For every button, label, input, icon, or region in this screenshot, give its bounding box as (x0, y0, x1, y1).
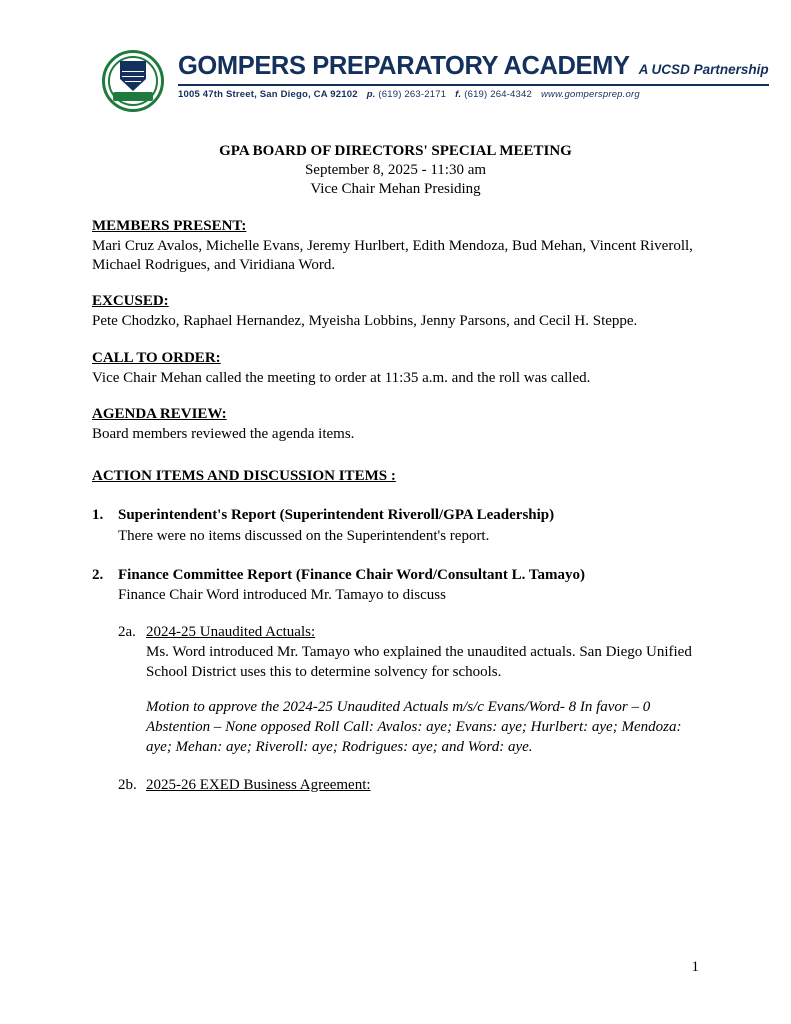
subitem-title: 2025-26 EXED Business Agreement: (146, 776, 371, 793)
letterhead (102, 46, 769, 112)
fax-label: f. (455, 88, 462, 100)
section-text: Vice Chair Mehan called the meeting to order at 11:35 a.m. and the roll was called. (92, 369, 591, 386)
meeting-title: GPA BOARD OF DIRECTORS' SPECIAL MEETING (219, 143, 572, 159)
subitem-text: Ms. Word introduced Mr. Tamayo who explained the unaudited actuals. San Diego Unified School District uses this to determine solvency for schools. (146, 644, 692, 680)
section-text: Pete Chodzko, Raphael Hernandez, Myeisha Lobbins, Jenny Parsons, and Cecil H. Steppe. (92, 313, 638, 330)
item-title: Finance Committee Report (Finance Chair Word/Consultant L. Tamayo) (118, 566, 585, 583)
section-call-to-order (92, 349, 699, 388)
contact-line (178, 89, 769, 100)
item-number: 1. (92, 507, 104, 524)
agenda-item-1 (92, 506, 699, 545)
section-text: Board members reviewed the agenda items. (92, 426, 355, 443)
section-heading: AGENDA REVIEW: (92, 405, 227, 422)
meeting-presiding: Vice Chair Mehan Presiding (310, 181, 481, 198)
partnership-tagline: A UCSD Partnership (638, 62, 769, 77)
organization-name: GOMPERS PREPARATORY ACADEMY (178, 52, 630, 80)
motion-text: Motion to approve the 2024-25 Unaudited Actuals m/s/c Evans/Word- 8 In favor – 0 Abstention – None opposed Roll Call: Avalos: aye; Evans: aye; Hurlbert: aye; Mendoza: aye; Mehan: aye; Riveroll: aye; Rodrigues: aye; and Word: aye. (146, 698, 682, 756)
subitem-title: 2024-25 Unaudited Actuals: (146, 624, 316, 641)
subitem-number: 2b. (118, 776, 137, 793)
item-text: Finance Chair Word introduced Mr. Tamayo to discuss (118, 587, 446, 603)
action-items-heading: ACTION ITEMS AND DISCUSSION ITEMS : (92, 468, 396, 485)
website-url[interactable]: www.gompersprep.org (540, 88, 640, 100)
item-text: There were no items discussed on the Superintendent's report. (118, 527, 490, 544)
meeting-heading (92, 142, 699, 200)
section-heading: MEMBERS PRESENT: (92, 217, 247, 234)
subitem-number: 2a. (118, 624, 136, 641)
item-number: 2. (92, 566, 104, 583)
section-members-present (92, 217, 699, 276)
section-heading: EXCUSED: (92, 293, 169, 310)
phone-number: (619) 263-2171 (378, 88, 447, 100)
page-number: 1 (691, 959, 699, 975)
section-agenda-review (92, 405, 699, 444)
document-body (92, 142, 699, 795)
section-text: Mari Cruz Avalos, Michelle Evans, Jeremy Hurlbert, Edith Mendoza, Bud Mehan, Vincent Riveroll, Michael Rodrigues, and Viridiana Word. (92, 237, 693, 273)
meeting-datetime: September 8, 2025 - 11:30 am (304, 162, 487, 179)
item-title: Superintendent's Report (Superintendent Riveroll/GPA Leadership) (118, 507, 555, 524)
address-text: 1005 47th Street, San Diego, CA 92102 (178, 88, 358, 100)
section-heading: CALL TO ORDER: (92, 349, 221, 366)
fax-number: (619) 264-4342 (464, 88, 532, 100)
phone-label: p. (366, 88, 376, 100)
letterhead-divider (178, 84, 769, 86)
agenda-item-2 (92, 566, 699, 605)
section-excused (92, 292, 699, 331)
school-crest-logo-icon (102, 50, 164, 112)
agenda-subitem-2a (92, 623, 699, 757)
agenda-subitem-2b (92, 776, 699, 795)
